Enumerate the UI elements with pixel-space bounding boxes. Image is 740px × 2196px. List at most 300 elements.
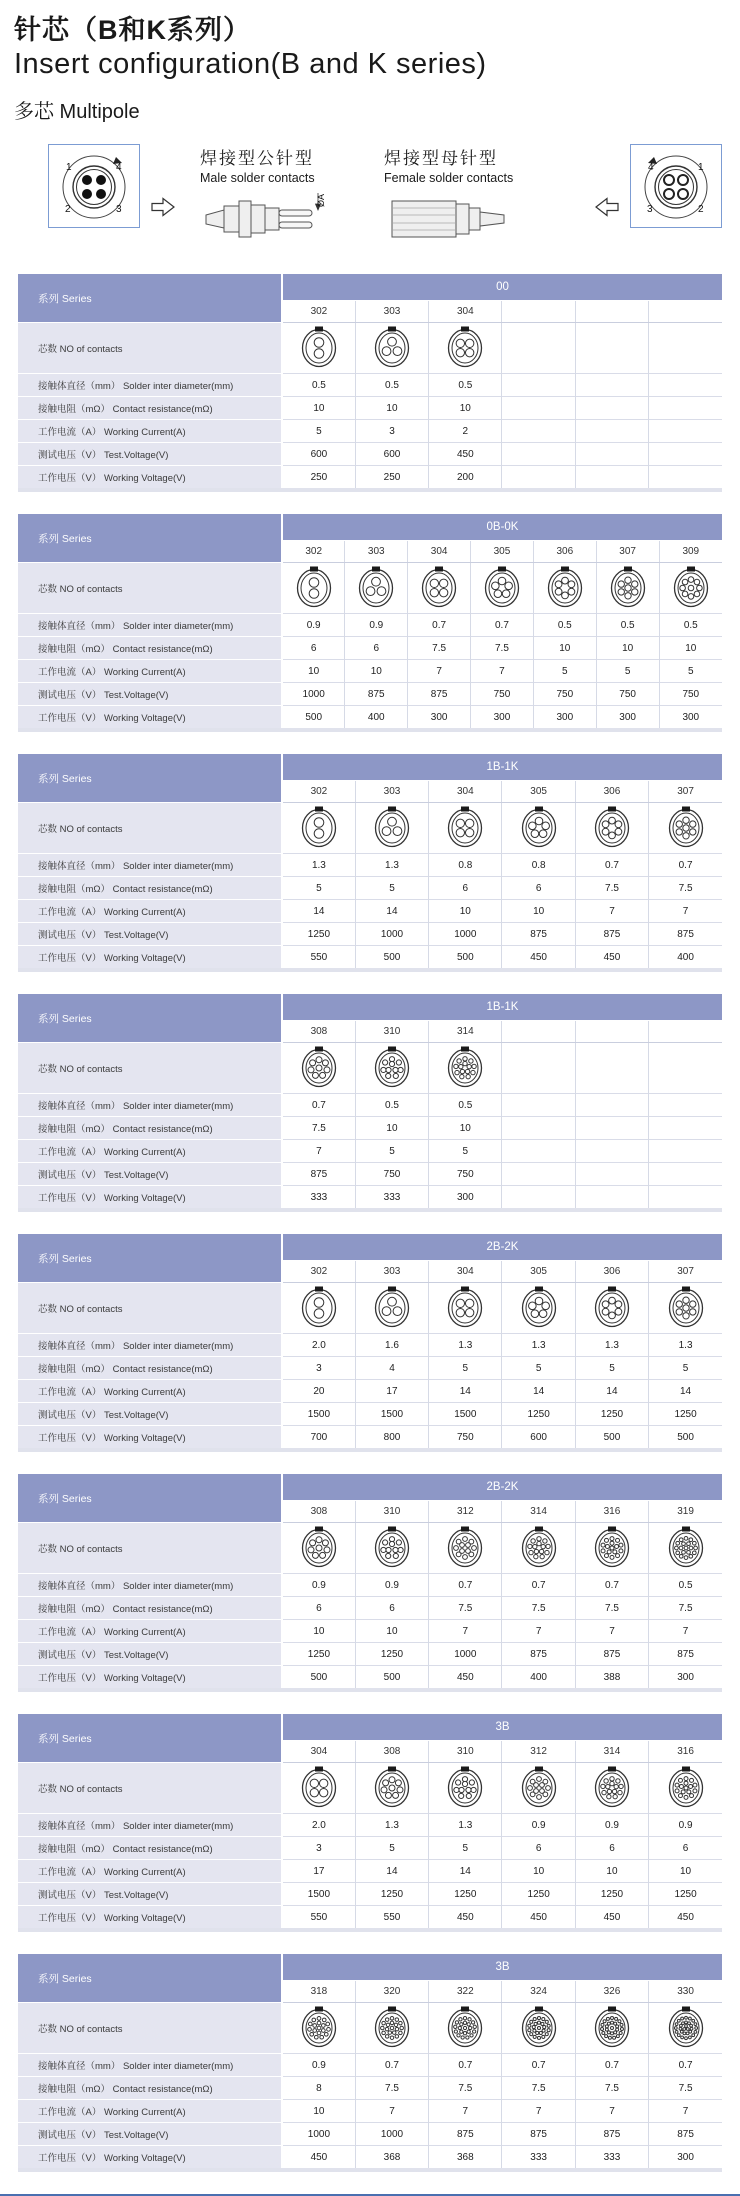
spec-value-cell: 7 xyxy=(355,2100,428,2123)
female-label-en: Female solder contacts xyxy=(384,171,514,186)
female-label-cn: 焊接型母针型 xyxy=(384,149,498,169)
model-number-cell: 316 xyxy=(649,1741,722,1763)
spec-value-cell xyxy=(575,420,648,443)
spec-value-cell: 10 xyxy=(282,1620,355,1643)
spec-value-cell: 6 xyxy=(502,877,575,900)
spec-value-cell: 1000 xyxy=(355,923,428,946)
spec-value-cell: 1500 xyxy=(429,1403,502,1426)
spec-value-cell: 0.8 xyxy=(429,854,502,877)
spec-value-cell: 450 xyxy=(429,1906,502,1931)
model-number-cell: 304 xyxy=(429,781,502,803)
spec-value-cell: 8 xyxy=(282,2077,355,2100)
spec-value-cell: 300 xyxy=(649,2146,722,2171)
spec-value-cell: 500 xyxy=(429,946,502,971)
svg-text:4: 4 xyxy=(116,162,122,174)
spec-value-cell: 0.7 xyxy=(575,1574,648,1597)
model-number-cell xyxy=(502,301,575,323)
contact-insert-cell xyxy=(502,1763,575,1814)
spec-value-cell: 500 xyxy=(649,1426,722,1451)
spec-value-cell: 450 xyxy=(502,1906,575,1931)
contact-insert-icon xyxy=(592,2005,632,2049)
model-number-cell: 302 xyxy=(282,301,355,323)
model-number-cell: 316 xyxy=(575,1501,648,1523)
spec-value-cell: 5 xyxy=(355,1140,428,1163)
model-number-cell: 302 xyxy=(282,1261,355,1283)
contact-insert-icon xyxy=(299,325,339,369)
spec-value-cell: 333 xyxy=(502,2146,575,2171)
spec-row-label: 工作电流（A） Working Current(A) xyxy=(18,660,282,683)
contact-insert-cell xyxy=(575,1523,648,1574)
spec-value-cell: 0.7 xyxy=(649,2054,722,2077)
spec-value-cell: 550 xyxy=(282,946,355,971)
model-number-cell: 303 xyxy=(355,781,428,803)
model-number-cell: 303 xyxy=(345,541,408,563)
pin-face-left xyxy=(48,144,140,228)
spec-value-cell: 1250 xyxy=(355,1643,428,1666)
spec-row-label: 测试电压（V） Test.Voltage(V) xyxy=(18,1643,282,1666)
model-number-cell xyxy=(502,1021,575,1043)
spec-value-cell xyxy=(575,1186,648,1211)
model-number-cell: 330 xyxy=(649,1981,722,2003)
spec-value-cell: 875 xyxy=(575,2123,648,2146)
spec-value-cell xyxy=(502,1163,575,1186)
spec-value-cell: 1.3 xyxy=(575,1334,648,1357)
spec-value-cell: 1.3 xyxy=(649,1334,722,1357)
spec-value-cell: 500 xyxy=(355,946,428,971)
spec-table xyxy=(18,274,722,492)
model-number-cell: 305 xyxy=(502,1261,575,1283)
model-number-cell: 308 xyxy=(282,1021,355,1043)
contact-insert-cell xyxy=(355,1283,428,1334)
spec-value-cell: 7 xyxy=(575,900,648,923)
spec-value-cell: 6 xyxy=(355,1597,428,1620)
spec-row-label: 测试电压（V） Test.Voltage(V) xyxy=(18,443,282,466)
spec-value-cell: 14 xyxy=(355,900,428,923)
contact-insert-icon xyxy=(666,1285,706,1329)
spec-value-cell xyxy=(575,466,648,491)
model-number-cell: 307 xyxy=(649,781,722,803)
spec-row-label: 工作电流（A） Working Current(A) xyxy=(18,1620,282,1643)
female-contact-block xyxy=(384,144,534,250)
contact-insert-cell xyxy=(471,563,534,614)
spec-row-label: 芯数 NO of contacts xyxy=(18,1523,282,1574)
spec-row-label: 工作电压（V） Working Voltage(V) xyxy=(18,1426,282,1451)
contact-insert-icon xyxy=(519,1765,559,1809)
spec-value-cell: 4 xyxy=(355,1357,428,1380)
spec-value-cell: 7.5 xyxy=(471,637,534,660)
model-number-cell: 310 xyxy=(355,1021,428,1043)
contact-insert-cell xyxy=(502,1043,575,1094)
contact-insert-icon xyxy=(372,805,412,849)
spec-value-cell: 7.5 xyxy=(575,1597,648,1620)
spec-value-cell xyxy=(575,1140,648,1163)
spec-value-cell: 600 xyxy=(502,1426,575,1451)
series-row-label: 系列 Series xyxy=(18,994,282,1043)
spec-value-cell: 750 xyxy=(659,683,722,706)
contact-insert-cell xyxy=(649,803,722,854)
spec-value-cell: 1.6 xyxy=(355,1334,428,1357)
spec-value-cell: 7.5 xyxy=(649,1597,722,1620)
spec-value-cell: 368 xyxy=(355,2146,428,2171)
contact-insert-icon xyxy=(445,1765,485,1809)
spec-row-label: 测试电压（V） Test.Voltage(V) xyxy=(18,923,282,946)
spec-value-cell: 300 xyxy=(659,706,722,731)
spec-row-label: 接触电阻（mΩ） Contact resistance(mΩ) xyxy=(18,877,282,900)
contact-insert-cell xyxy=(502,803,575,854)
page-title-en: Insert configuration(B and K series) xyxy=(14,47,487,80)
spec-value-cell: 6 xyxy=(282,1597,355,1620)
model-number-cell: 318 xyxy=(282,1981,355,2003)
contact-insert-cell xyxy=(429,1283,502,1334)
spec-value-cell: 7 xyxy=(649,1620,722,1643)
spec-value-cell: 0.9 xyxy=(502,1814,575,1837)
spec-value-cell: 14 xyxy=(355,1860,428,1883)
spec-row-label: 工作电压（V） Working Voltage(V) xyxy=(18,466,282,491)
contact-insert-cell xyxy=(355,803,428,854)
spec-value-cell: 0.7 xyxy=(649,854,722,877)
model-number-cell: 308 xyxy=(282,1501,355,1523)
series-row-label: 系列 Series xyxy=(18,1474,282,1523)
contact-insert-cell xyxy=(575,323,648,374)
spec-value-cell: 450 xyxy=(502,946,575,971)
contact-insert-cell xyxy=(429,1763,502,1814)
spec-value-cell: 7.5 xyxy=(649,2077,722,2100)
spec-value-cell: 0.9 xyxy=(649,1814,722,1837)
spec-value-cell xyxy=(649,397,722,420)
spec-value-cell xyxy=(575,443,648,466)
contact-insert-cell xyxy=(408,563,471,614)
spec-value-cell: 7.5 xyxy=(408,637,471,660)
contact-insert-cell xyxy=(649,2003,722,2054)
contact-insert-cell xyxy=(502,1523,575,1574)
spec-row-label: 测试电压（V） Test.Voltage(V) xyxy=(18,1403,282,1426)
contact-insert-icon xyxy=(299,1525,339,1569)
spec-value-cell: 300 xyxy=(596,706,659,731)
spec-value-cell: 10 xyxy=(533,637,596,660)
spec-value-cell: 10 xyxy=(596,637,659,660)
spec-row-label: 工作电压（V） Working Voltage(V) xyxy=(18,946,282,971)
connector-diagram-section xyxy=(48,144,724,250)
spec-value-cell: 500 xyxy=(282,1666,355,1691)
model-number-cell xyxy=(575,1021,648,1043)
contact-insert-cell xyxy=(282,323,355,374)
model-number-cell: 310 xyxy=(355,1501,428,1523)
contact-insert-icon xyxy=(445,1285,485,1329)
spec-value-cell: 7.5 xyxy=(282,1117,355,1140)
contact-insert-cell xyxy=(649,1763,722,1814)
spec-row-label: 测试电压（V） Test.Voltage(V) xyxy=(18,2123,282,2146)
svg-text:3: 3 xyxy=(116,204,122,216)
spec-value-cell: 0.9 xyxy=(282,2054,355,2077)
contact-insert-cell xyxy=(575,2003,648,2054)
spec-value-cell: 0.7 xyxy=(429,1574,502,1597)
svg-text:4: 4 xyxy=(648,162,654,174)
contact-insert-icon xyxy=(445,1045,485,1089)
spec-value-cell: 7.5 xyxy=(355,2077,428,2100)
spec-row-label: 芯数 NO of contacts xyxy=(18,1763,282,1814)
contact-insert-cell xyxy=(429,323,502,374)
spec-value-cell: 10 xyxy=(282,397,355,420)
arrow-right-icon xyxy=(150,196,176,223)
series-band: 0B-0K xyxy=(282,514,722,541)
model-number-cell: 304 xyxy=(429,301,502,323)
spec-value-cell: 10 xyxy=(355,1117,428,1140)
spec-value-cell: 875 xyxy=(282,1163,355,1186)
spec-value-cell: 0.5 xyxy=(282,374,355,397)
contact-insert-cell xyxy=(575,803,648,854)
contact-insert-icon xyxy=(372,1045,412,1089)
spec-row-label: 工作电流（A） Working Current(A) xyxy=(18,900,282,923)
contact-insert-cell xyxy=(429,1523,502,1574)
svg-text:3: 3 xyxy=(647,204,653,216)
contact-insert-icon xyxy=(519,2005,559,2049)
spec-value-cell: 7 xyxy=(575,1620,648,1643)
spec-table xyxy=(18,1954,722,2172)
spec-row-label: 接触体直径（mm） Solder inter diameter(mm) xyxy=(18,854,282,877)
svg-text:1: 1 xyxy=(698,162,704,174)
spec-value-cell: 7 xyxy=(502,2100,575,2123)
contact-insert-cell xyxy=(355,2003,428,2054)
contact-insert-icon xyxy=(519,805,559,849)
spec-value-cell: 1.3 xyxy=(355,1814,428,1837)
spec-value-cell: 1500 xyxy=(282,1883,355,1906)
spec-value-cell: 0.7 xyxy=(408,614,471,637)
spec-value-cell: 300 xyxy=(471,706,534,731)
spec-value-cell: 20 xyxy=(282,1380,355,1403)
contact-insert-icon xyxy=(519,1525,559,1569)
spec-value-cell: 0.5 xyxy=(533,614,596,637)
spec-value-cell: 6 xyxy=(502,1837,575,1860)
spec-value-cell xyxy=(649,1163,722,1186)
spec-row-label: 接触体直径（mm） Solder inter diameter(mm) xyxy=(18,2054,282,2077)
spec-value-cell: 0.5 xyxy=(659,614,722,637)
spec-value-cell: 700 xyxy=(282,1426,355,1451)
spec-value-cell: 450 xyxy=(429,1666,502,1691)
contact-insert-cell xyxy=(596,563,659,614)
male-label-cn: 焊接型公针型 xyxy=(200,149,314,169)
spec-value-cell: 600 xyxy=(282,443,355,466)
spec-value-cell: 7.5 xyxy=(575,877,648,900)
model-number-cell: 303 xyxy=(355,1261,428,1283)
spec-value-cell: 750 xyxy=(596,683,659,706)
spec-value-cell: 1250 xyxy=(282,923,355,946)
female-pin-face-icon xyxy=(634,147,718,225)
spec-value-cell: 1500 xyxy=(355,1403,428,1426)
contact-insert-icon xyxy=(608,565,648,609)
spec-row-label: 测试电压（V） Test.Voltage(V) xyxy=(18,1163,282,1186)
spec-value-cell: 875 xyxy=(575,1643,648,1666)
contact-insert-cell xyxy=(502,323,575,374)
spec-value-cell: 300 xyxy=(429,1186,502,1211)
spec-value-cell: 1250 xyxy=(355,1883,428,1906)
model-number-cell: 304 xyxy=(429,1261,502,1283)
contact-insert-icon xyxy=(299,1045,339,1089)
svg-text:2: 2 xyxy=(698,204,704,216)
spec-value-cell: 1.3 xyxy=(429,1814,502,1837)
spec-value-cell: 6 xyxy=(429,877,502,900)
spec-value-cell: 550 xyxy=(282,1906,355,1931)
spec-value-cell: 1000 xyxy=(429,1643,502,1666)
spec-value-cell: 0.7 xyxy=(355,2054,428,2077)
contact-insert-icon xyxy=(666,1765,706,1809)
spec-value-cell: 0.9 xyxy=(575,1814,648,1837)
spec-value-cell: 10 xyxy=(282,2100,355,2123)
spec-value-cell xyxy=(649,374,722,397)
contact-insert-icon xyxy=(666,1525,706,1569)
spec-value-cell: 6 xyxy=(345,637,408,660)
spec-value-cell: 400 xyxy=(649,946,722,971)
spec-value-cell: 875 xyxy=(408,683,471,706)
spec-value-cell: 875 xyxy=(649,923,722,946)
contact-insert-icon xyxy=(299,2005,339,2049)
male-connector-drawing xyxy=(200,189,350,250)
spec-value-cell: 5 xyxy=(355,877,428,900)
spec-value-cell: 10 xyxy=(659,637,722,660)
spec-value-cell: 1000 xyxy=(429,923,502,946)
spec-value-cell: 875 xyxy=(575,923,648,946)
spec-value-cell: 400 xyxy=(502,1666,575,1691)
svg-text:2: 2 xyxy=(65,204,71,216)
spec-value-cell: 10 xyxy=(282,660,345,683)
spec-value-cell: 1250 xyxy=(429,1883,502,1906)
spec-value-cell: 750 xyxy=(429,1426,502,1451)
spec-value-cell: 0.7 xyxy=(282,1094,355,1117)
contact-insert-cell xyxy=(659,563,722,614)
spec-value-cell: 6 xyxy=(282,637,345,660)
model-number-cell: 312 xyxy=(502,1741,575,1763)
spec-row-label: 接触体直径（mm） Solder inter diameter(mm) xyxy=(18,1814,282,1837)
spec-value-cell: 300 xyxy=(649,1666,722,1691)
model-number-cell: 309 xyxy=(659,541,722,563)
spec-value-cell: 14 xyxy=(575,1380,648,1403)
spec-value-cell xyxy=(502,443,575,466)
contact-insert-icon xyxy=(372,1525,412,1569)
contact-insert-icon xyxy=(419,565,459,609)
series-row-label: 系列 Series xyxy=(18,1954,282,2003)
spec-value-cell: 0.7 xyxy=(429,2054,502,2077)
spec-value-cell xyxy=(649,1117,722,1140)
spec-value-cell: 10 xyxy=(355,1620,428,1643)
spec-value-cell: 5 xyxy=(575,1357,648,1380)
contact-insert-icon xyxy=(519,1285,559,1329)
spec-value-cell xyxy=(502,374,575,397)
model-number-cell: 306 xyxy=(533,541,596,563)
spec-value-cell: 1000 xyxy=(355,2123,428,2146)
spec-value-cell: 7 xyxy=(429,2100,502,2123)
spec-value-cell xyxy=(502,1094,575,1117)
spec-value-cell: 2 xyxy=(429,420,502,443)
spec-value-cell xyxy=(502,1186,575,1211)
spec-row-label: 接触电阻（mΩ） Contact resistance(mΩ) xyxy=(18,2077,282,2100)
spec-value-cell: 5 xyxy=(429,1140,502,1163)
spec-value-cell: 333 xyxy=(355,1186,428,1211)
spec-value-cell: 6 xyxy=(575,1837,648,1860)
contact-insert-icon xyxy=(445,1525,485,1569)
spec-value-cell: 2.0 xyxy=(282,1334,355,1357)
model-number-cell: 306 xyxy=(575,1261,648,1283)
contact-insert-cell xyxy=(355,1523,428,1574)
spec-value-cell: 875 xyxy=(429,2123,502,2146)
contact-insert-icon xyxy=(372,1765,412,1809)
spec-value-cell: 5 xyxy=(533,660,596,683)
spec-value-cell xyxy=(575,1117,648,1140)
spec-value-cell xyxy=(649,1140,722,1163)
contact-insert-cell xyxy=(282,1043,355,1094)
contact-insert-cell xyxy=(282,1523,355,1574)
model-number-cell: 326 xyxy=(575,1981,648,2003)
spec-value-cell: 0.9 xyxy=(282,614,345,637)
spec-value-cell: 0.9 xyxy=(355,1574,428,1597)
spec-value-cell xyxy=(575,397,648,420)
model-number-cell: 320 xyxy=(355,1981,428,2003)
model-number-cell xyxy=(649,1021,722,1043)
spec-value-cell xyxy=(649,420,722,443)
spec-value-cell: 0.9 xyxy=(345,614,408,637)
spec-value-cell: 368 xyxy=(429,2146,502,2171)
spec-row-label: 工作电流（A） Working Current(A) xyxy=(18,2100,282,2123)
contact-insert-cell xyxy=(429,1043,502,1094)
spec-value-cell: 0.9 xyxy=(282,1574,355,1597)
contact-insert-icon xyxy=(299,1285,339,1329)
spec-value-cell: 875 xyxy=(502,1643,575,1666)
spec-value-cell: 200 xyxy=(429,466,502,491)
series-band: 00 xyxy=(282,274,722,301)
spec-row-label: 工作电压（V） Working Voltage(V) xyxy=(18,1186,282,1211)
model-number-cell: 307 xyxy=(649,1261,722,1283)
model-number-cell: 319 xyxy=(649,1501,722,1523)
spec-value-cell: 500 xyxy=(355,1666,428,1691)
contact-insert-cell xyxy=(575,1763,648,1814)
spec-row-label: 芯数 NO of contacts xyxy=(18,1043,282,1094)
spec-value-cell: 5 xyxy=(596,660,659,683)
diameter-dimension-label: ØA xyxy=(316,194,326,208)
spec-row-label: 测试电压（V） Test.Voltage(V) xyxy=(18,1883,282,1906)
series-row-label: 系列 Series xyxy=(18,514,282,563)
spec-value-cell: 7 xyxy=(502,1620,575,1643)
series-band: 1B-1K xyxy=(282,994,722,1021)
spec-value-cell: 7 xyxy=(408,660,471,683)
series-band: 3B xyxy=(282,1954,722,1981)
spec-value-cell: 7 xyxy=(429,1620,502,1643)
contact-insert-icon xyxy=(445,805,485,849)
spec-value-cell: 388 xyxy=(575,1666,648,1691)
series-band: 3B xyxy=(282,1714,722,1741)
spec-value-cell: 7 xyxy=(649,900,722,923)
contact-insert-icon xyxy=(482,565,522,609)
model-number-cell: 314 xyxy=(429,1021,502,1043)
contact-insert-icon xyxy=(372,325,412,369)
series-band: 2B-2K xyxy=(282,1474,722,1501)
spec-row-label: 接触电阻（mΩ） Contact resistance(mΩ) xyxy=(18,1837,282,1860)
spec-value-cell xyxy=(575,374,648,397)
spec-value-cell: 7 xyxy=(575,2100,648,2123)
spec-value-cell: 10 xyxy=(429,1117,502,1140)
spec-value-cell: 14 xyxy=(282,900,355,923)
spec-value-cell: 7.5 xyxy=(649,877,722,900)
model-number-cell xyxy=(649,301,722,323)
svg-text:1: 1 xyxy=(66,162,72,174)
spec-value-cell: 0.5 xyxy=(596,614,659,637)
spec-value-cell: 0.7 xyxy=(502,1574,575,1597)
spec-value-cell: 2.0 xyxy=(282,1814,355,1837)
contact-insert-cell xyxy=(282,2003,355,2054)
spec-value-cell: 1.3 xyxy=(429,1334,502,1357)
spec-value-cell: 550 xyxy=(355,1906,428,1931)
contact-insert-icon xyxy=(294,565,334,609)
page-title-cn: 针芯（B和K系列） xyxy=(14,15,251,45)
model-number-cell: 305 xyxy=(502,781,575,803)
model-number-cell: 304 xyxy=(282,1741,355,1763)
